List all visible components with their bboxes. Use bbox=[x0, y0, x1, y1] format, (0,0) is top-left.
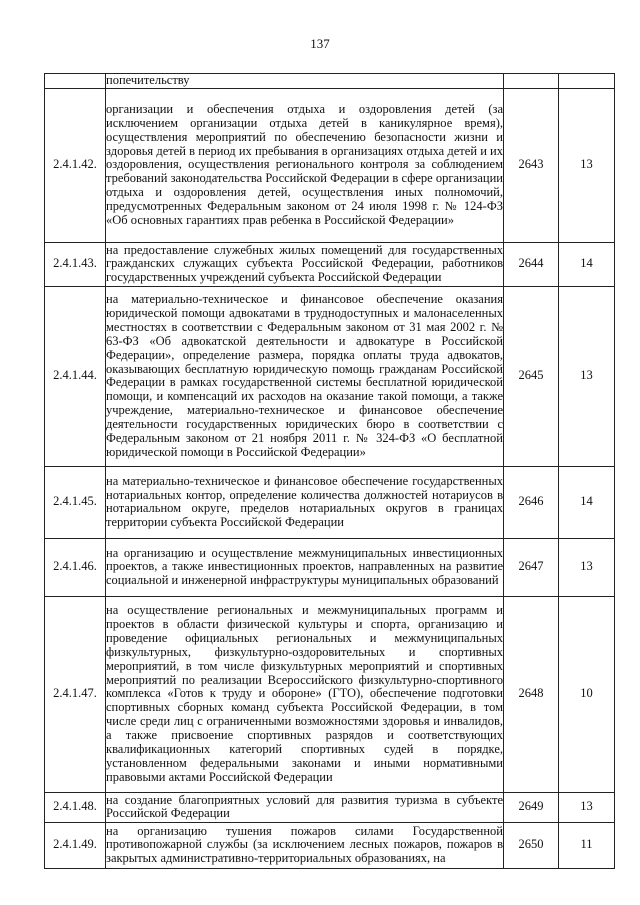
table-row bbox=[45, 538, 615, 596]
row-count: 10 bbox=[559, 596, 615, 792]
row-code: 2.4.1.49. bbox=[45, 822, 106, 868]
row-count: 13 bbox=[559, 538, 615, 596]
table-row bbox=[45, 792, 615, 822]
row-text: на создание благоприятных условий для развития туризма в субъекте Российской Федерации bbox=[106, 792, 503, 821]
table-row bbox=[45, 822, 615, 868]
row-code2: 2646 bbox=[504, 466, 559, 538]
row-code2: 2647 bbox=[504, 538, 559, 596]
table-row bbox=[45, 466, 615, 538]
page-number: 137 bbox=[310, 36, 330, 51]
row-code2: 2650 bbox=[504, 822, 559, 868]
row-text: на материально-техническое и финансовое обеспечение оказания юридической помощи адвокатами в труднодоступных и малонаселенных местностях в соответствии с Федеральным законом от 31 мая 2002 г. № 63-ФЗ «Об адвокатской деятельности и адвокатуре в Российской Федерации», определение размера, порядка оплаты труда адвокатов, оказывающих бесплатную юридическую помощь гражданам Российской Федерации в рамках государственной системы бесплатной юридической помощи, и компенсаций их расходов на оказание такой помощи, а также учреждение, материально-техническое и финансовое обеспечение деятельности государственных юридических бюро в соответствии с Федеральным законом от 21 ноября 2011 г. № 324-ФЗ «О бесплатной юридической помощи в Российской Федерации» bbox=[106, 286, 504, 466]
row-code: 2.4.1.47. bbox=[45, 596, 106, 792]
row-code: 2.4.1.42. bbox=[45, 88, 106, 242]
row-code: 2.4.1.48. bbox=[45, 792, 106, 822]
table-row bbox=[45, 286, 615, 466]
table-row bbox=[45, 242, 615, 286]
row-count bbox=[559, 74, 615, 89]
row-text: на организацию тушения пожаров силами Государственной противопожарной службы (за исключением лесных пожаров, пожаров в закрытых административно-территориальных образованиях, на bbox=[106, 822, 504, 868]
row-count: 13 bbox=[559, 286, 615, 466]
table-row bbox=[45, 74, 615, 89]
row-count: 13 bbox=[559, 792, 615, 822]
row-count: 13 bbox=[559, 88, 615, 242]
table-row bbox=[45, 596, 615, 792]
row-code bbox=[45, 74, 106, 89]
row-text: на осуществление региональных и межмуниципальных программ и проектов в области физической культуры и спорта, организацию и проведение официальных региональных и межмуниципальных физкультурных, физкультурно-оздоровительных и спортивных мероприятий, в том числе физкультурных мероприятий и спортивных мероприятий по реализации Всероссийского физкультурно-спортивного комплекса «Готов к труду и обороне» (ГТО), обеспечение подготовки спортивных сборных команд субъекта Российской Федерации, в том числе среди лиц с ограниченными возможностями здоровья и инвалидов, а также присвоение спортивных разрядов и соответствующих квалификационных категорий спортивных судей в порядке, установленном федеральными законами и иными нормативными правовыми актами Российской Федерации bbox=[106, 596, 504, 792]
row-code2: 2648 bbox=[504, 596, 559, 792]
row-code2 bbox=[504, 74, 559, 89]
table-row bbox=[45, 88, 615, 242]
row-count: 14 bbox=[559, 466, 615, 538]
row-code2: 2643 bbox=[504, 88, 559, 242]
row-text: попечительству bbox=[106, 74, 504, 89]
row-code: 2.4.1.46. bbox=[45, 538, 106, 596]
regulation-table bbox=[44, 73, 615, 869]
row-code2: 2645 bbox=[504, 286, 559, 466]
row-count: 14 bbox=[559, 242, 615, 286]
row-code: 2.4.1.43. bbox=[45, 242, 106, 286]
row-text: организации и обеспечения отдыха и оздоровления детей (за исключением организации отдыха детей в каникулярное время), осуществления мероприятий по обеспечению безопасности жизни и здоровья детей в период их пребывания в организациях отдыха детей и их оздоровления, осуществления регионального контроля за соблюдением требований законодательства Российской Федерации в сфере организации отдыха и оздоровления детей, осуществления иных полномочий, предусмотренных Федеральным законом от 24 июля 1998 г. № 124-ФЗ «Об основных гарантиях прав ребенка в Российской Федерации» bbox=[106, 88, 504, 242]
row-code: 2.4.1.44. bbox=[45, 286, 106, 466]
row-count: 11 bbox=[559, 822, 615, 868]
row-code2: 2649 bbox=[504, 792, 559, 822]
row-text: на предоставление служебных жилых помещений для государственных гражданских служащих субъекта Российской Федерации, работников государственных учреждений субъекта Российской Федерации bbox=[106, 242, 504, 286]
row-text: на организацию и осуществление межмуниципальных инвестиционных проектов, а также инвестиционных проектов, направленных на развитие социальной и инженерной инфраструктуры муниципальных образований bbox=[106, 538, 504, 596]
row-text: на материально-техническое и финансовое обеспечение государственных нотариальных контор, определение количества должностей нотариусов в нотариальном округе, пределов нотариальных округов в границах территории субъекта Российской Федерации bbox=[106, 466, 504, 538]
row-code2: 2644 bbox=[504, 242, 559, 286]
row-code: 2.4.1.45. bbox=[45, 466, 106, 538]
